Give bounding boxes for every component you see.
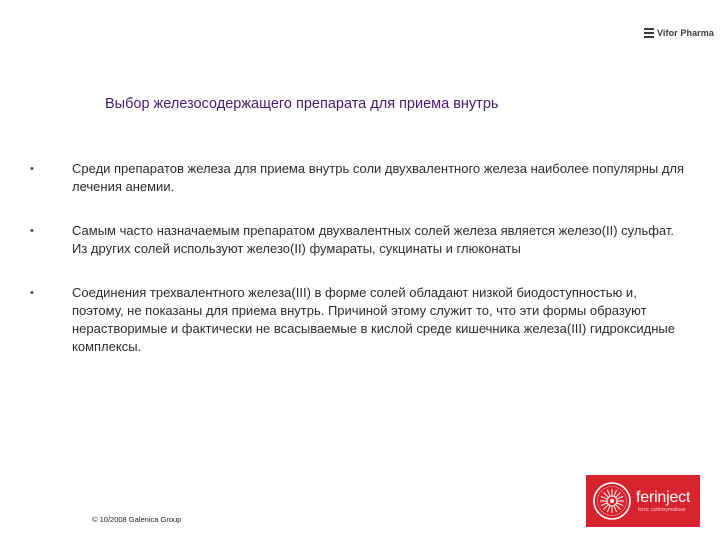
bullet-item <box>30 222 690 258</box>
bullet-list <box>30 160 690 356</box>
company-logo-text: Vifor Pharma <box>656 28 714 38</box>
bullet-text: Самым часто назначаемым препаратом двухвалентных солей железа является железо(II) сульфат. Из других солей используют железо(II) фумараты, сукцинаты и глюконаты <box>72 223 675 256</box>
bullet-item <box>30 284 690 356</box>
bullet-text: Соединения трехвалентного железа(III) в форме солей обладают низкой биодоступностью и, поэтому, не показаны для приема внутрь. Причиной этому служит то, что эти формы образуют нерастворимые и фактически не всасываемые в кислой среде кишечника железа(III) гидроксидные комплексы. <box>72 285 675 354</box>
slide-title: Выбор железосодержащего препарата для приема внутрь <box>105 96 499 112</box>
bullet-icon: • <box>30 163 34 175</box>
vifor-mark-icon <box>644 28 654 38</box>
bullet-icon: • <box>30 287 34 299</box>
brand-tagline: ferric carboxymaltose <box>638 506 686 513</box>
vifor-pharma-logo <box>644 28 714 38</box>
brand-name: ferinject <box>636 489 691 506</box>
bullet-icon: • <box>30 225 34 237</box>
ferinject-logo <box>586 475 700 527</box>
bullet-item <box>30 160 690 196</box>
footer-copyright: © 10/2008 Galenica Group <box>92 515 182 524</box>
ferinject-mark-icon <box>592 481 632 521</box>
bullet-text: Среди препаратов железа для приема внутрь соли двухвалентного железа наиболее популярны для лечения анемии. <box>72 161 685 194</box>
